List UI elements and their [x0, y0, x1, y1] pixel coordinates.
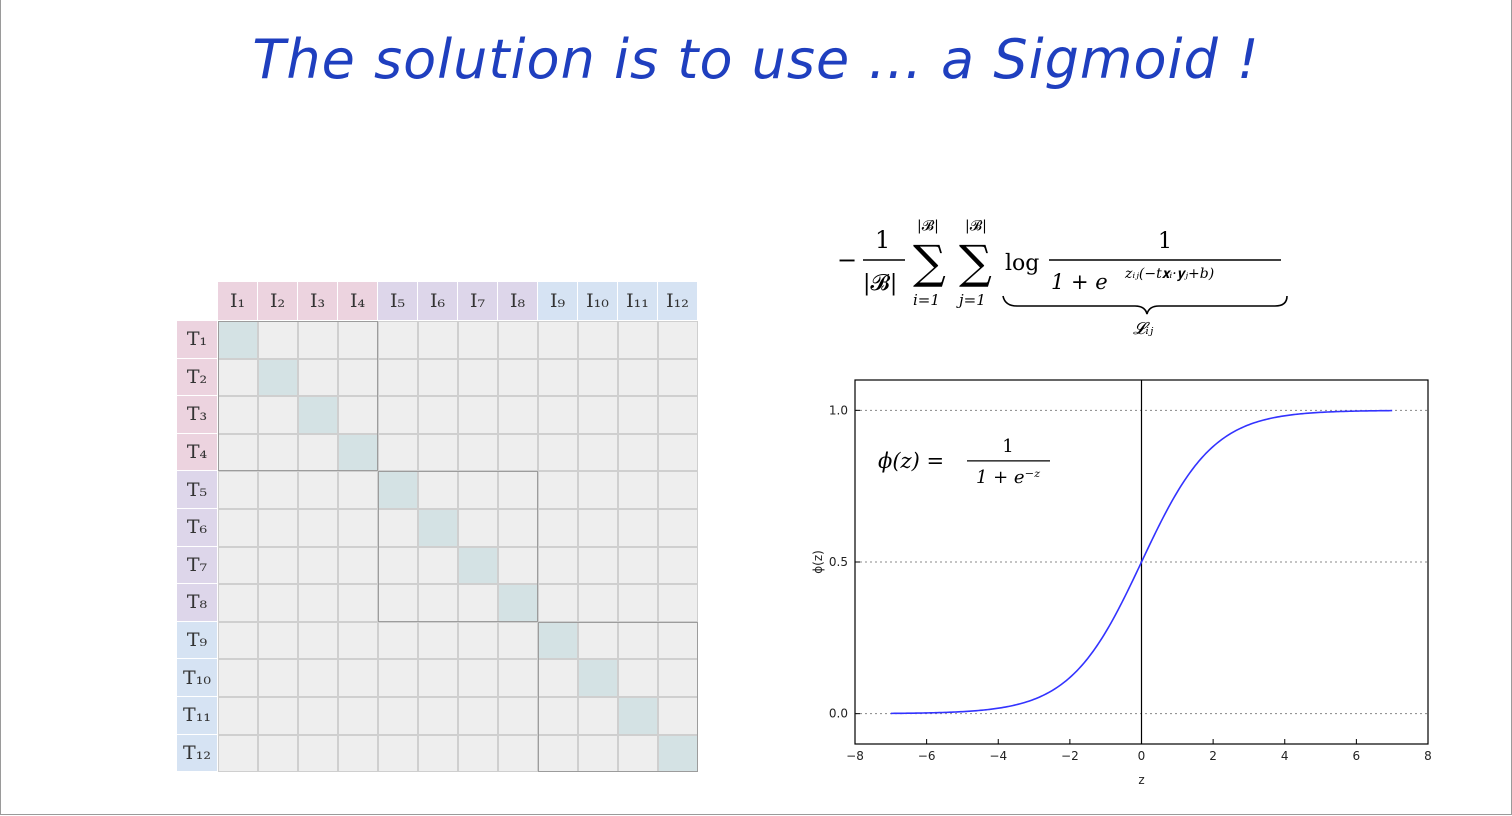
matrix-cell: [538, 509, 578, 547]
row-header-3: T₃: [177, 396, 217, 434]
matrix-cell: [338, 359, 378, 397]
matrix-cell: [578, 584, 618, 622]
matrix-cell: [538, 434, 578, 472]
matrix-cell: [378, 509, 418, 547]
formula-denominator: |𝓑|: [863, 271, 898, 296]
column-header-row: [218, 282, 698, 320]
y-tick-label: 0.0: [828, 706, 848, 721]
matrix-cell: [578, 622, 618, 660]
diagonal-cell: [538, 622, 578, 660]
row-header-8: T₈: [177, 584, 217, 622]
matrix-cell: [498, 547, 538, 585]
matrix-cell: [298, 321, 338, 359]
column-header-1: I₁: [218, 282, 258, 320]
matrix-cell: [538, 321, 578, 359]
matrix-cell: [498, 471, 538, 509]
frac-exponent: zᵢⱼ(−t𝐱ᵢ·𝐲ⱼ+b): [1125, 266, 1215, 282]
matrix-cell: [458, 396, 498, 434]
diagonal-cell: [458, 547, 498, 585]
matrix-cell: [298, 735, 338, 773]
x-tick-label: −6: [917, 749, 936, 763]
diagonal-cell: [578, 659, 618, 697]
matrix-cell: [378, 434, 418, 472]
x-tick-label: −4: [989, 749, 1008, 763]
matrix-cell: [378, 396, 418, 434]
matrix-cell: [218, 547, 258, 585]
sum-upper-i: |𝓑|: [917, 218, 939, 234]
matrix-cell: [258, 509, 298, 547]
matrix-cell: [418, 396, 458, 434]
row-header-10: T₁₀: [177, 659, 217, 697]
row-header-6: T₆: [177, 509, 217, 547]
matrix-cell: [578, 321, 618, 359]
matrix-cell: [338, 697, 378, 735]
matrix-cell: [298, 697, 338, 735]
diagonal-cell: [658, 735, 698, 773]
matrix-cell: [618, 321, 658, 359]
y-tick-label: 1.0: [828, 403, 848, 418]
matrix-cell: [458, 659, 498, 697]
matrix-cell: [658, 434, 698, 472]
matrix-cell: [298, 547, 338, 585]
frac-denominator: 1 + e: [1051, 270, 1108, 294]
matrix-cell: [218, 584, 258, 622]
diagonal-cell: [338, 434, 378, 472]
matrix-cell: [498, 321, 538, 359]
matrix-cell: [418, 697, 458, 735]
underbrace: [1003, 296, 1287, 314]
x-tick-label: −2: [1061, 749, 1079, 763]
matrix-cell: [418, 471, 458, 509]
sigmoid-chart: [810, 370, 1450, 800]
matrix-cell: [578, 697, 618, 735]
row-header-9: T₉: [177, 622, 217, 660]
matrix-cell: [218, 735, 258, 773]
matrix-cell: [618, 434, 658, 472]
matrix-cell: [538, 697, 578, 735]
diagonal-cell: [258, 359, 298, 397]
row-header-5: T₅: [177, 471, 217, 509]
matrix-cell: [538, 547, 578, 585]
matrix-cell: [298, 509, 338, 547]
matrix-cell: [338, 584, 378, 622]
matrix-cell: [458, 697, 498, 735]
matrix-cell: [418, 321, 458, 359]
x-tick-label: 6: [1352, 749, 1361, 763]
sum-upper-j: |𝓑|: [965, 218, 987, 234]
matrix-cell: [258, 434, 298, 472]
matrix-cell: [658, 509, 698, 547]
loss-formula: [835, 210, 1295, 340]
matrix-cell: [618, 584, 658, 622]
row-header-2: T₂: [177, 359, 217, 397]
matrix-cell: [538, 359, 578, 397]
matrix-cell: [618, 471, 658, 509]
matrix-cell: [378, 659, 418, 697]
column-header-8: I₈: [498, 282, 538, 320]
formula-minus: −: [837, 246, 858, 274]
matrix-cell: [218, 434, 258, 472]
matrix-cell: [418, 659, 458, 697]
sum-lower-j: j=1: [959, 291, 986, 309]
formula-log: log: [1005, 251, 1040, 276]
matrix-cell: [458, 584, 498, 622]
matrix-cell: [458, 735, 498, 773]
matrix-cell: [298, 622, 338, 660]
matrix-cell: [258, 471, 298, 509]
matrix-cell: [658, 697, 698, 735]
matrix-cell: [498, 659, 538, 697]
annotation-lhs: ϕ(z) =: [878, 448, 945, 473]
matrix-cell: [458, 509, 498, 547]
matrix-cell: [658, 584, 698, 622]
matrix-cell: [378, 547, 418, 585]
diagonal-cell: [498, 584, 538, 622]
matrix-cell: [338, 471, 378, 509]
brace-label: 𝓛ᵢⱼ: [1133, 319, 1154, 339]
matrix-cell: [258, 321, 298, 359]
matrix-cell: [498, 509, 538, 547]
sum-symbol-j: ∑: [959, 235, 992, 289]
matrix-cell: [218, 509, 258, 547]
matrix-cell: [538, 659, 578, 697]
matrix-cell: [218, 471, 258, 509]
matrix-cell: [418, 359, 458, 397]
row-header-11: T₁₁: [177, 697, 217, 735]
x-tick-label: 8: [1424, 749, 1432, 763]
matrix-cell: [618, 396, 658, 434]
diagonal-cell: [618, 697, 658, 735]
matrix-cell: [498, 396, 538, 434]
matrix-cell: [338, 321, 378, 359]
matrix-grid: [218, 321, 698, 772]
column-header-10: I₁₀: [578, 282, 618, 320]
x-tick-label: −8: [846, 749, 864, 763]
matrix-cell: [538, 735, 578, 773]
matrix-cell: [218, 622, 258, 660]
annotation-denominator: 1 + e⁻ᶻ: [975, 466, 1041, 488]
matrix-cell: [378, 735, 418, 773]
matrix-cell: [218, 659, 258, 697]
matrix-cell: [618, 547, 658, 585]
matrix-cell: [338, 509, 378, 547]
matrix-cell: [298, 434, 338, 472]
matrix-cell: [298, 359, 338, 397]
matrix-cell: [578, 547, 618, 585]
matrix-cell: [538, 396, 578, 434]
matrix-cell: [418, 547, 458, 585]
matrix-cell: [338, 396, 378, 434]
matrix-cell: [458, 434, 498, 472]
matrix-cell: [218, 396, 258, 434]
matrix-cell: [658, 547, 698, 585]
matrix-cell: [298, 471, 338, 509]
column-header-4: I₄: [338, 282, 378, 320]
matrix-cell: [418, 584, 458, 622]
column-header-3: I₃: [298, 282, 338, 320]
matrix-cell: [338, 659, 378, 697]
matrix-cell: [258, 659, 298, 697]
matrix-cell: [498, 622, 538, 660]
matrix-cell: [618, 622, 658, 660]
matrix-cell: [258, 584, 298, 622]
column-header-5: I₅: [378, 282, 418, 320]
matrix-cell: [338, 622, 378, 660]
matrix-cell: [658, 359, 698, 397]
matrix-cell: [658, 396, 698, 434]
matrix-cell: [658, 659, 698, 697]
similarity-matrix: [177, 282, 698, 772]
column-header-9: I₉: [538, 282, 578, 320]
matrix-cell: [618, 735, 658, 773]
matrix-cell: [298, 584, 338, 622]
diagonal-cell: [298, 396, 338, 434]
matrix-cell: [458, 359, 498, 397]
matrix-cell: [338, 735, 378, 773]
matrix-cell: [378, 697, 418, 735]
x-tick-label: 0: [1137, 749, 1146, 763]
matrix-cell: [218, 697, 258, 735]
x-tick-label: 4: [1280, 749, 1289, 763]
slide-title: The solution is to use ... a Sigmoid !: [252, 28, 1260, 91]
matrix-cell: [498, 434, 538, 472]
row-header-12: T₁₂: [177, 735, 217, 773]
row-header-1: T₁: [177, 321, 217, 359]
matrix-cell: [258, 396, 298, 434]
matrix-cell: [658, 321, 698, 359]
column-header-12: I₁₂: [658, 282, 698, 320]
matrix-cell: [258, 547, 298, 585]
matrix-cell: [658, 622, 698, 660]
diagonal-cell: [418, 509, 458, 547]
matrix-cell: [378, 622, 418, 660]
matrix-cell: [618, 359, 658, 397]
matrix-cell: [578, 471, 618, 509]
matrix-cell: [258, 697, 298, 735]
diagonal-cell: [378, 471, 418, 509]
matrix-cell: [618, 659, 658, 697]
matrix-cell: [498, 697, 538, 735]
matrix-cell: [618, 509, 658, 547]
matrix-cell: [418, 735, 458, 773]
column-header-11: I₁₁: [618, 282, 658, 320]
annotation-numerator: 1: [1002, 435, 1014, 457]
matrix-cell: [458, 471, 498, 509]
matrix-cell: [578, 434, 618, 472]
matrix-cell: [658, 471, 698, 509]
matrix-cell: [378, 359, 418, 397]
column-header-7: I₇: [458, 282, 498, 320]
matrix-cell: [418, 434, 458, 472]
matrix-cell: [378, 584, 418, 622]
frac-numerator: 1: [1158, 229, 1172, 254]
matrix-cell: [458, 321, 498, 359]
matrix-cell: [338, 547, 378, 585]
matrix-cell: [498, 359, 538, 397]
y-tick-label: 0.5: [828, 555, 848, 569]
x-axis-label: z: [1138, 773, 1145, 787]
matrix-cell: [498, 735, 538, 773]
matrix-cell: [258, 735, 298, 773]
matrix-cell: [378, 321, 418, 359]
x-tick-label: 2: [1209, 749, 1217, 763]
column-header-2: I₂: [258, 282, 298, 320]
sum-lower-i: i=1: [913, 291, 940, 309]
diagonal-cell: [218, 321, 258, 359]
matrix-cell: [218, 359, 258, 397]
matrix-cell: [538, 584, 578, 622]
matrix-cell: [578, 359, 618, 397]
matrix-cell: [538, 471, 578, 509]
column-header-6: I₆: [418, 282, 458, 320]
formula-one: 1: [875, 226, 891, 254]
y-axis-label: ϕ(z): [811, 550, 825, 574]
row-header-7: T₇: [177, 547, 217, 585]
matrix-cell: [458, 622, 498, 660]
matrix-cell: [418, 622, 458, 660]
row-header-4: T₄: [177, 434, 217, 472]
matrix-cell: [298, 659, 338, 697]
sum-symbol-i: ∑: [913, 235, 946, 289]
matrix-cell: [578, 396, 618, 434]
matrix-cell: [578, 509, 618, 547]
matrix-cell: [578, 735, 618, 773]
matrix-cell: [258, 622, 298, 660]
